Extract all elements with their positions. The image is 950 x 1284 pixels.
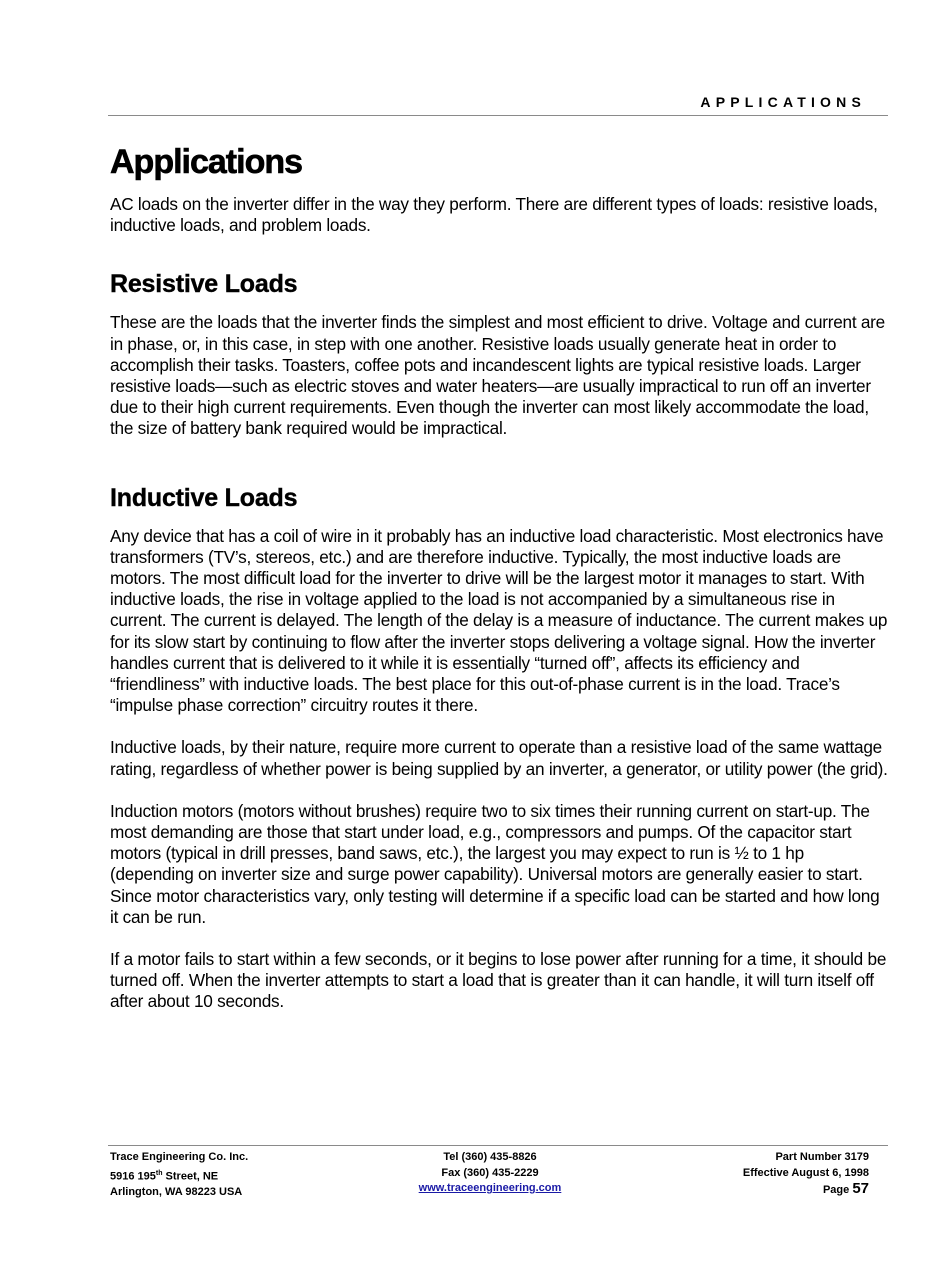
footer-rule — [108, 1145, 888, 1146]
footer-effective-date: Effective August 6, 1998 — [742, 1166, 869, 1179]
footer-contact — [340, 1150, 640, 1197]
footer-street-rest: Street, NE — [162, 1170, 219, 1183]
inductive-paragraph-2: Inductive loads, by their nature, require more current to operate than a resistive load of the same wattage rating, regardless of whether power is being supplied by an inverter, a generator, or utility power (the grid). — [110, 737, 888, 779]
running-header: APPLICATIONS — [700, 94, 866, 110]
footer-street-number: 5916 195 — [110, 1170, 156, 1183]
footer-street-suffix: th — [155, 1169, 163, 1177]
footer-address — [110, 1150, 248, 1200]
footer-document-info — [743, 1150, 869, 1199]
footer-city: Arlington, WA 98223 USA — [110, 1185, 243, 1198]
inductive-paragraph-4: If a motor fails to start within a few seconds, or it begins to lose power after running for a time, it should be turned off. When the inverter attempts to start a load that is greater than it can handle, it will turn itself off after about 10 seconds. — [110, 949, 887, 1012]
intro-paragraph: AC loads on the inverter differ in the way they perform. There are different types of loads: resistive loads, inductive loads, and problem loads. — [110, 194, 878, 236]
footer-part-number: Part Number 3179 — [775, 1151, 869, 1163]
inductive-paragraph-1: Any device that has a coil of wire in it probably has an inductive load characteristic. Most electronics have transformers (TV’s, stereos, etc.) and are therefore inductive. Typically, the most inductive loads are motors. The most difficult load for the inverter to drive will be the largest motor it manages to start. With inductive loads, the rise in voltage applied to the load is not accompanied by a simultaneous rise in current. The current is delayed. The length of the delay is a measure of inductance. The current makes up for its slow start by continuing to flow after the inverter stops delivering a voltage signal. How the inverter handles current that is delivered to it while it is essentially “turned off”, affects its efficiency and “friendliness” with inductive loads. The best place for this out-of-phase current is in the load. Trace’s “impulse phase correction” circuitry routes it there. — [110, 525, 888, 716]
footer-website-link[interactable]: www.traceengineering.com — [418, 1182, 562, 1194]
footer-page — [743, 1181, 869, 1199]
main-content — [110, 140, 890, 1013]
footer-company: Trace Engineering Co. Inc. — [110, 1151, 249, 1163]
section-heading-inductive-loads: Inductive Loads — [110, 483, 298, 512]
footer-page-label: Page — [822, 1184, 850, 1196]
footer-fax: Fax (360) 435-2229 — [441, 1166, 539, 1179]
section-heading-resistive-loads: Resistive Loads — [110, 270, 298, 299]
page-title: Applications — [110, 143, 303, 181]
header-rule — [108, 115, 888, 116]
footer-tel: Tel (360) 435-8826 — [443, 1151, 537, 1163]
resistive-paragraph: These are the loads that the inverter finds the simplest and most efficient to drive. Voltage and current are in phase, or, in this case, in step with one another. Resistive loads usually generate heat in order to accomplish their tasks. Toasters, coffee pots and incandescent lights are typical resistive loads. Larger resistive loads—such as electric stoves and water heaters—are usually impractical to run off an inverter due to their high current requirements. Even though the inverter can most likely accommodate the load, the size of battery bank required would be impractical. — [110, 312, 885, 439]
inductive-paragraph-3: Induction motors (motors without brushes) require two to six times their running current on start-up. The most demanding are those that start under load, e.g., compressors and pumps. Of the capacitor start motors (typical in drill presses, band saws, etc.), the largest you may expect to run is ½ to 1 hp (depending on inverter size and surge power capability). Universal motors are generally easier to start. Since motor characteristics vary, only testing will determine if a specific load can be started and how long it can be run. — [110, 800, 880, 927]
footer-street — [110, 1166, 248, 1185]
page-number: 57 — [852, 1180, 869, 1197]
